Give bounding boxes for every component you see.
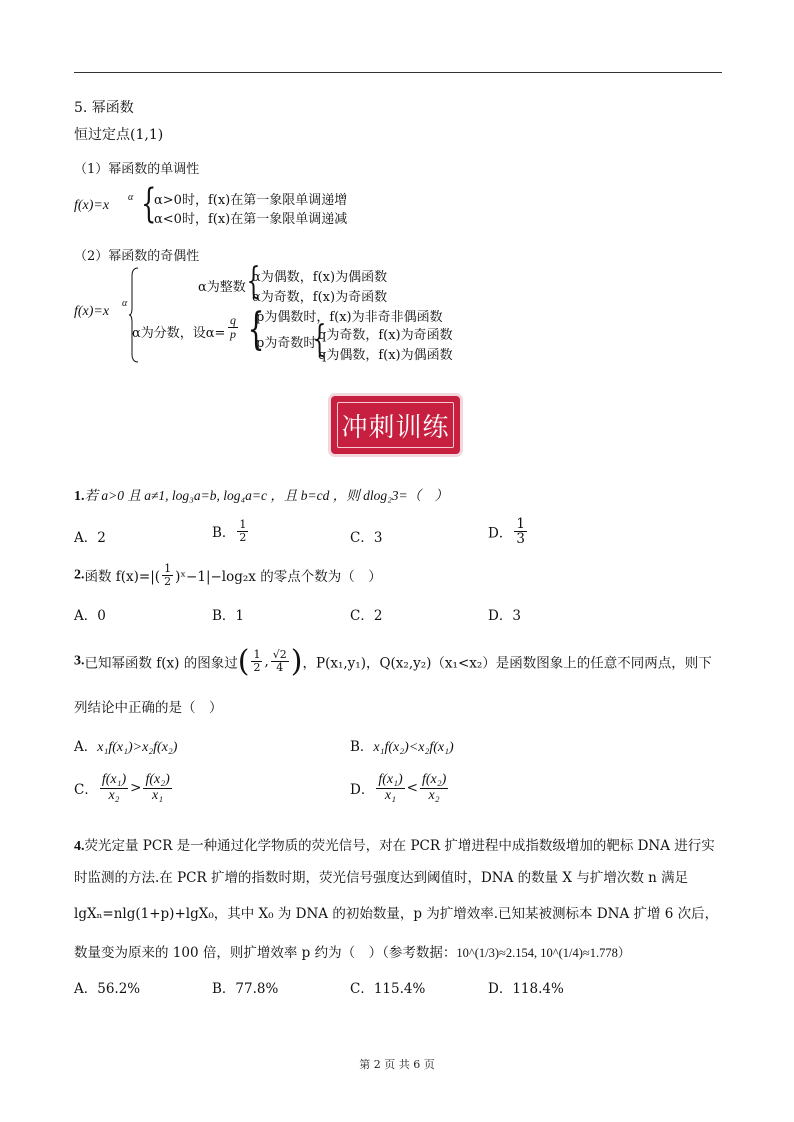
question-number: 3. <box>74 653 85 669</box>
option-operator: < <box>406 780 418 797</box>
mono-exponent: α <box>128 192 134 203</box>
q2-option-b[interactable] <box>212 604 244 624</box>
par-p-even: p为偶数时，f(x)为非奇非偶函数 <box>256 310 443 325</box>
option-fraction-left <box>100 773 128 803</box>
mono-case-1: α>0时，f(x)在第一象限单调递增 <box>154 193 348 208</box>
frac-den: x₂ <box>108 787 120 803</box>
paren-left-icon: ( <box>237 644 250 679</box>
question-stem-b: ，P(x₁,y₁)，Q(x₂,y₂)（x₁<x₂）是函数图象上的任意不同两点，则下 <box>302 655 712 672</box>
reference-data: 10^(1/3)≈2.154, 10^(1/4)≈1.778） <box>456 946 631 960</box>
point-y-fraction <box>271 649 289 673</box>
question-number: 4. <box>74 839 85 854</box>
question-3-cont: 列结论中正确的是（ ） <box>74 700 223 716</box>
option-label: B． <box>212 608 236 624</box>
frac-num: 1 <box>516 516 525 532</box>
par-int-odd: α为奇数，f(x)为奇函数 <box>252 290 388 305</box>
option-text: 3 <box>512 608 521 624</box>
frac-num: 1 <box>253 648 261 662</box>
option-label: D． <box>488 608 513 624</box>
frac-num: f(x₂) <box>421 772 447 787</box>
option-operator: > <box>130 780 142 797</box>
mono-case-2: α<0时，f(x)在第一象限单调递减 <box>154 212 348 227</box>
q2-option-a[interactable] <box>74 604 106 624</box>
q3-option-d[interactable] <box>350 773 450 803</box>
brace-icon: { <box>312 319 327 360</box>
option-text: 2 <box>97 530 106 546</box>
frac-den: x₂ <box>428 787 440 803</box>
question-number: 1. <box>74 489 85 504</box>
question-number: 2. <box>74 567 85 583</box>
page-footer: 第 2 页 共 6 页 <box>359 1058 435 1071</box>
option-label: A． <box>74 608 98 624</box>
option-label: B． <box>212 981 236 997</box>
header-rule <box>74 72 722 73</box>
q4-option-b[interactable] <box>212 977 278 997</box>
option-text: 77.8% <box>235 981 279 997</box>
par-p-odd: p为奇数时 <box>256 336 317 351</box>
big-brace-icon <box>128 266 140 364</box>
frac-den: 3 <box>516 531 525 548</box>
q4-option-d[interactable] <box>488 977 564 997</box>
frac-num: f(x₁) <box>378 772 403 787</box>
frac-den: 2 <box>164 574 172 588</box>
question-stem: 若 a>0 且 a≠1, log₃a=b, log₄a=c ，且 b=cd ，则 dlog₂3=（ ） <box>84 488 449 503</box>
par-q-odd: q为奇数，f(x)为奇函数 <box>318 328 453 343</box>
monotonic-heading: （1）幂函数的单调性 <box>74 162 200 177</box>
option-label: A． <box>74 981 98 997</box>
alpha-fraction <box>228 314 238 340</box>
point-x-fraction <box>251 649 262 673</box>
q3-option-c[interactable] <box>74 773 174 803</box>
frac-q: q <box>230 313 236 327</box>
q4-option-c[interactable] <box>350 977 425 997</box>
option-label: A． <box>74 739 98 755</box>
brace-icon: { <box>247 304 265 355</box>
parity-heading: （2）幂函数的奇偶性 <box>74 249 200 264</box>
q2-option-d[interactable] <box>488 604 521 624</box>
option-label: D． <box>350 782 375 799</box>
option-fraction <box>514 517 527 546</box>
question-2 <box>74 563 382 587</box>
par-exponent: α <box>122 298 128 309</box>
question-1 <box>74 484 448 505</box>
option-fraction-right <box>143 773 171 803</box>
parity-formula <box>74 261 494 364</box>
option-label: B． <box>212 525 236 542</box>
question-4-line-3: lgXₙ=nlg(1+p)+lgX₀，其中 X₀ 为 DNA 的初始数量，p 为扩增效率.已知某被测标本 DNA 扩增 6 次后， <box>74 906 719 922</box>
brace-icon: { <box>246 261 261 302</box>
option-text: x₁f(x₂)<x₂f(x₁) <box>373 740 454 755</box>
option-text: 0 <box>97 608 106 624</box>
option-label: A． <box>74 530 98 546</box>
frac-p: p <box>230 326 236 341</box>
banner-text: 冲刺训练 <box>337 402 454 448</box>
par-integer: α为整数 <box>198 280 246 295</box>
mono-lhs: f(x)=x <box>74 198 110 213</box>
section-title: 5. 幂函数 <box>74 100 134 116</box>
option-text: 2 <box>373 608 383 624</box>
option-label: D． <box>488 981 513 997</box>
option-label: C． <box>350 530 374 546</box>
question-4-line-2: 时监测的方法.在 PCR 扩增的指数时期，荧光信号强度达到阈值时，DNA 的数量 X 与扩增次数 n 满足 <box>74 870 689 886</box>
par-int-even: α为偶数，f(x)为偶函数 <box>252 270 388 285</box>
question-line-4: 数量变为原来的 100 倍，则扩增效率 p 约为（ ）（参考数据： <box>74 945 457 961</box>
option-text: 118.4% <box>512 981 564 997</box>
option-fraction-right <box>420 773 448 803</box>
q4-option-a[interactable] <box>74 977 140 997</box>
par-lhs: f(x)=x <box>74 304 110 319</box>
q1-option-b[interactable] <box>212 519 250 543</box>
q2-option-c[interactable] <box>350 604 382 624</box>
fixed-point: 恒过定点(1,1) <box>74 127 164 143</box>
question-stem-post: )ˣ−1|−log₂x 的零点个数为（ ） <box>175 569 382 586</box>
option-text: 3 <box>373 530 383 546</box>
frac-den: x₁ <box>384 787 397 803</box>
paren-right-icon: ) <box>290 644 303 679</box>
option-label: D． <box>488 525 513 542</box>
q1-option-c[interactable] <box>350 526 382 546</box>
frac-den: x₁ <box>152 787 164 803</box>
frac-num: √2 <box>272 648 287 662</box>
question-stem-a: 已知幂函数 f(x) 的图象过 <box>84 655 238 672</box>
option-text: 1 <box>235 608 245 624</box>
q1-option-d[interactable] <box>488 517 529 546</box>
par-fraction: α为分数，设α= <box>132 326 226 341</box>
stem-fraction <box>162 563 173 587</box>
frac-num: 1 <box>239 518 247 531</box>
option-label: B． <box>350 739 374 755</box>
par-q-even: q为偶数，f(x)为偶函数 <box>318 348 453 363</box>
q3-option-a[interactable] <box>74 735 177 756</box>
question-4-line-4 <box>74 941 630 961</box>
option-fraction-left <box>376 773 404 803</box>
option-text: x₁f(x₁)>x₂f(x₂) <box>97 740 178 755</box>
frac-den: 2 <box>239 530 247 544</box>
frac-den: 2 <box>253 661 261 674</box>
option-label: C． <box>350 981 374 997</box>
option-text: 56.2% <box>97 981 141 997</box>
brace-icon: { <box>141 181 157 227</box>
question-4 <box>74 834 715 855</box>
option-label: C． <box>350 608 374 624</box>
question-line-1: 荧光定量 PCR 是一种通过化学物质的荧光信号，对在 PCR 扩增进程中成指数级增加的靶标 DNA 进行实 <box>84 838 715 854</box>
frac-num: 1 <box>164 562 172 575</box>
question-3: 3.已知幂函数 f(x) 的图象过( $\frac{1}{2}$ , $\frac{√2}{4}$ )，P(x₁,y₁)，Q(x₂,y₂)（x₁<x₂）是函数图象上的任意不同两点，则下 <box>74 644 712 679</box>
frac-den: 4 <box>276 661 284 674</box>
q1-option-a[interactable] <box>74 526 106 546</box>
frac-num: f(x₂) <box>145 772 170 787</box>
frac-num: f(x₁) <box>101 772 127 787</box>
option-fraction <box>237 519 248 543</box>
question-stem-pre: 函数 f(x)=|( <box>84 569 161 586</box>
q3-option-b[interactable] <box>350 735 454 756</box>
option-label: C． <box>74 782 98 799</box>
option-text: 115.4% <box>373 981 426 997</box>
sprint-training-banner <box>331 396 460 454</box>
